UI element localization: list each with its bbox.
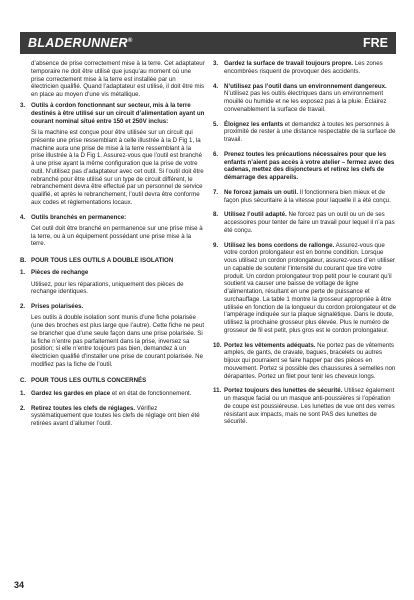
instruction-item: 8. Utilisez l’outil adapté. Ne forcez pas un outil ou un de ses accessoires pour tenter de faire un travail pour lequel il n’a pas été conçu. [213,211,395,234]
instruction-item: 6. Prenez toutes les précautions nécessaires pour que les enfants n’aient pas accès à votre atelier – fermez avec des cadenas, mettez des disjoncteurs et retirez les clefs de démarrage des appareils. [213,150,395,181]
instruction-item: 7. Ne forcez jamais un outil. Il fonctionnera bien mieux et de façon plus sécuritaire à la vitesse pour laquelle il a été conçu. [213,188,391,204]
section-heading-c: C. POUR TOUS LES OUTILS CONCERNÉS [20,377,147,384]
instruction-item: 5. Éloignez les enfants et demandez à toutes les personnes à proximité de rester à une distance respectable de la surface de travail. [213,120,396,143]
instruction-item: 1. Pièces de rechange Utilisez, pour les réparations, uniquement des pièces de rechange identiques. [20,269,184,296]
language-code: FRE [363,36,388,50]
instruction-item: 1. Gardez les gardes en place et en état de fonctionnement. [20,389,192,397]
right-column [213,60,398,433]
instruction-item: 3. Outils à cordon fonctionnant sur secteur, mis à la terre destinés à être utilisé sur un circuit d’alimentation ayant un courant nominal situé entre 150 et 250V inclus: Si la machine est conçue pour être utilisée sur un circuit qui présente une prise ressemblant à celle illustrée à la D Fig 1, la machine aura une prise de mise à la terre ressemblant à la prise illustrée à la D Fig 1. Assurez-vous que l’outil est branché à une prise ayant la même configuration que la prise de votre outil. N’utilisez pas d’adaptateur avec cet outil. Si l’outil doit être rebranché pour être utilisé sur un type de circuit différent, le rebranchement devra être effectué par un personnel de service qualifié, et après le rebranchement, l’outil devra être conforme aux codes et règlementations locaux. [20,102,205,206]
instruction-item: 3. Gardez la surface de travail toujours propre. Les zones encombrées risquent de provoquer des accidents. [213,60,383,75]
left-column [20,60,205,435]
instruction-item: 2. Retirez toutes les clefs de réglages. Vérifiez systématiquement que toutes les clefs de réglage ont bien été retirées avant d’allumer l’outil. [20,404,200,427]
instruction-item: 4. Outils branchés en permanence: Cet outil doit être branché en permanence sur une prise mise à la terre, ou à un équipement possédant une prise mise à la terre. [20,213,203,248]
instruction-item: 11. Portez toujours des lunettes de sécurité. Utilisez également un masque facial ou un masque anti-poussières si l’opération de coupe est poussiéreuse. Les lunettes de vue ont des verres résistant aux impacts, mais ne sont PAS des lunettes de sécurité. [213,387,395,426]
instruction-item: 4. N’utilisez pas l’outil dans un environnement dangereux. N’utilisez pas les outils électriques dans un environnement mouillé ou humide et ne les exposez pas à la pluie. Éclairez convenablement la surface de travail. [213,82,387,113]
page-number: 34 [14,580,25,590]
page-header [20,32,396,54]
section-heading-b: B. POUR TOUS LES OUTILS A DOUBLE ISOLATION [20,256,174,264]
brand-title: BLADERUNNER® [28,36,133,50]
instruction-item: 2. Prises polarisées. Les outils à double isolation sont munis d’une fiche polarisée (une des broches est plus large que l’autre). Cette fiche ne peut se brancher que d’une seule façon dans une prise polarisée. Si la fiche n’entre pas parfaitement dans la prise, inversez sa position; si elle n’entre toujours pas bien, demandez à un électricien qualifié d’installer une prise de courant polarisée. Ne modifiez pas la fiche de l’outil. [20,303,205,368]
instruction-item: 9. Utilisez les bons cordons de rallonge. Assurez-vous que votre cordon prolongateur est en bonne condition. Lorsque vous utilisez un cordon prolongateur, assurez-vous d’en utiliser un capable de soutenir l’intensité du courant que tire votre produit. Un cordon prolongateur trop petit pour le courant qu’il soutient va causer une baisse de voltage de ligne d’alimentation, résultant en une perte de puissance et surchauffage. La table 1 montre la grosseur appropriée à être utilisée en fonction de la longueur du cordon prolongateur et de l’ampérage indiquée sur la plaque signalétique. Dans le doute, utilisez la prochaine grosseur plus élevée. Plus le numéro de grosseur de fil est petit, plus gros est le cordon prolongateur. [213,241,397,334]
continued-paragraph: d’absence de prise correctement mise à la terre. Cet adaptateur temporaire ne doit être utilisé que jusqu’au moment où une prise correctement mise à la terre est installée par un électricien qualifié. Quand l’adaptateur est utilisé, il doit être mis en place au moyen d’une vis métallique. [31,60,205,98]
instruction-item: 10. Portez les vêtements adéquats. Ne portez pas de vêtements amples, de gants, de cravate, bagues, bracelets ou autres bijoux qui pourraient se faire happer par des pièces en mouvement. Portez si possible des chaussures à semelles non dérapantes. Portez un filet pour tenir les cheveux longs. [213,341,396,380]
